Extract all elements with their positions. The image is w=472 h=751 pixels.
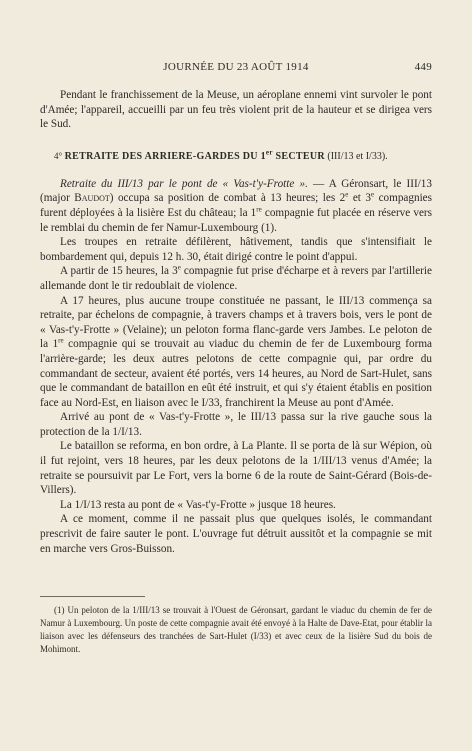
paragraph-bombardement: Les troupes en retraite défilèrent, hâtivement, tandis que s'intensifiait le bombardement qui, depuis 12 h. 30, était dirigé contre le point d'appui.: [40, 236, 432, 263]
paragraph-17-heures: [40, 294, 432, 411]
retraite-lead: Retraite du III/13 par le pont de « Vas-t'y-Frotte ».: [60, 177, 308, 190]
p4-sup: re: [58, 336, 64, 345]
section-title: [64, 148, 325, 162]
footnote-text: (1) Un peloton de la 1/III/13 se trouvait à l'Ouest de Géronsart, gardant le viaduc du chemin de fer de Namur à Luxembourg. Un poste de cette compagnie avait été envoyé à la Halte de Dave-Etat, pour établir la liaison avec les défenseurs des tranchées de Sart-Hulet (I/33) et avec ceux de la lisière Sud du bois de Mohimont.: [40, 605, 432, 654]
body-text: [40, 88, 432, 556]
section-heading: [40, 150, 432, 163]
section-title-sup: er: [265, 148, 273, 157]
p4-b: compagnie qui se trouvait au viaduc du chemin de fer de Luxembourg forma l'arrière-garde; les deux autres pelotons de cette compagnie qui, par ordre du commandant de secteur, avaient été portés, vers 14 heures, au Nord de Sart-Hulet, sans que le commandant de bataillon en eût été instruit, et qui s'y étaient établis en position face au Nord-Est, en liaison avec le I/33, franchirent la Meuse au pont d'Amée.: [40, 338, 432, 409]
retraite-c: et 3: [348, 192, 371, 205]
section-title-a: RETRAITE DES ARRIERE-GARDES DU 1: [64, 150, 266, 162]
retraite-sup2: e: [370, 190, 375, 199]
paragraph-1-i-13: La 1/I/13 resta au pont de « Vas-t'y-Frotte » jusque 18 heures.: [60, 498, 336, 511]
paragraph-ce-moment: A ce moment, comme il ne passait plus que quelques isolés, le commandant prescrivit de faire sauter le pont. L'ouvrage fut détruit aussitôt et la compagnie se mit en marche vers Gros-Buisson.: [40, 513, 432, 555]
section-title-b: SECTEUR: [272, 150, 325, 162]
retraite-e: compagnie fut placée en réserve vers le remblai du chemin de fer Namur-Luxembourg (1).: [40, 206, 432, 234]
retraite-sup3: re: [256, 205, 262, 214]
running-title: JOURNÉE DU 23 AOÛT 1914: [163, 61, 309, 73]
retraite-sup1: e: [345, 190, 349, 199]
paragraph-aeroplane: Pendant le franchissement de la Meuse, un aéroplane ennemi vint survoler le pont d'Amée; l'appareil, accueilli par un feu très violent prit de la hauteur et se dirigea vers le Sud.: [40, 89, 432, 131]
retraite-b: ) occupa sa position de combat à 13 heures; les 2: [109, 192, 346, 205]
retraite-d: compagnies furent déployées à la lisière Est du château; la 1: [40, 192, 433, 219]
running-header: [40, 61, 432, 75]
footnote: [40, 604, 432, 656]
paragraph-arrive: Arrivé au pont de « Vas-t'y-Frotte », le III/13 passa sur la rive gauche sous la protection de la 1/I/13.: [40, 411, 432, 438]
footnote-divider: [40, 596, 145, 597]
paragraph-bataillon: Le bataillon se reforma, en bon ordre, à La Plante. Il se porta de là sur Wépion, où il fut rejoint, vers 18 heures, par les deux pelotons de la 1/III/13 venus d'Amée; la retraite se poursuivit par Le Fort, vers la borne 6 de la route de Saint-Gérard (Bois-de-Villers).: [40, 440, 432, 497]
paragraph-retraite: [40, 177, 432, 235]
section-refs: (III/13 et I/33).: [324, 150, 388, 162]
paragraph-15-heures: [40, 264, 432, 293]
section-number: 4°: [54, 150, 63, 161]
p3-sup: e: [177, 263, 181, 272]
page-number: 449: [414, 61, 432, 73]
retraite-a: — A Géronsart, le III/13 (major: [40, 177, 432, 205]
major-name: Baudot: [74, 192, 110, 205]
p4-a: A 17 heures, plus aucune troupe constituée ne passant, le III/13 commença sa retraite, par échelons de compagnie, à travers champs et à travers bois, vers le pont de « Vas-t'y-Frotte » (Velaine); un peloton forma flanc-garde vers Jambes. Le peloton de la 1: [40, 294, 432, 351]
p3-a: A partir de 15 heures, la 3: [60, 265, 178, 278]
p3-b: compagnie fut prise d'écharpe et à revers par l'artillerie allemande dont le tir redoublait de violence.: [40, 265, 432, 292]
